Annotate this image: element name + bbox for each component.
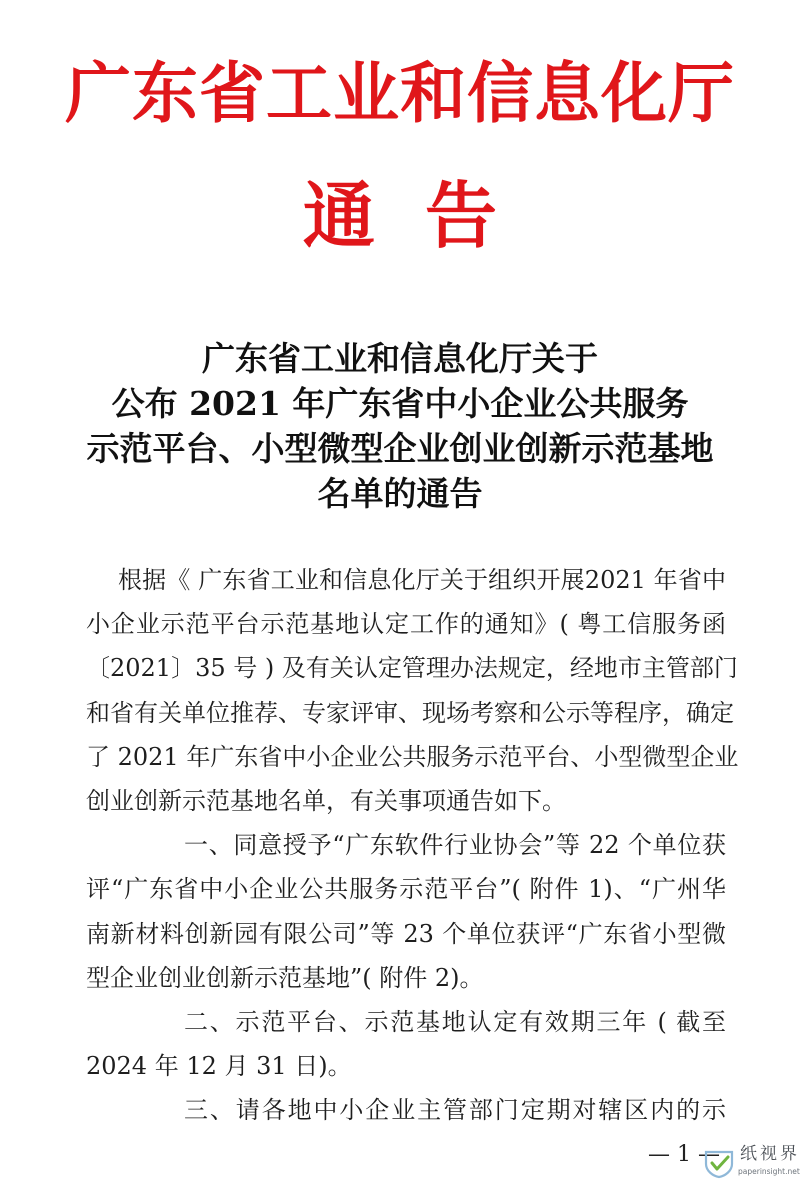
body-line: 〔2021〕35 号 ) 及有关认定管理办法规定，经地市主管部门 xyxy=(86,654,738,683)
body-line: 创业创新示范基地名单，有关事项通告如下。 xyxy=(86,786,566,815)
body-line: 型企业创业创新示范基地”( 附件 2)。 xyxy=(86,963,484,992)
title-line: 名单的通告 xyxy=(317,474,483,513)
page-number: — 1 — xyxy=(648,1142,720,1167)
body-line: 三、请各地中小企业主管部门定期对辖区内的示 xyxy=(184,1096,726,1125)
watermark-brand: 纸视界 xyxy=(740,1144,800,1164)
title-line: 广东省工业和信息化厅关于 xyxy=(202,339,598,378)
body-line: 南新材料创新园有限公司”等 23 个单位获评“广东省小型微 xyxy=(86,919,726,948)
document-title xyxy=(0,336,800,516)
title-line: 公布 2021 年广东省中小企业公共服务 xyxy=(111,384,689,423)
body-line: 2024 年 12 月 31 日)。 xyxy=(86,1052,352,1081)
body-line: 二、示范平台、示范基地认定有效期三年 ( 截至 xyxy=(184,1007,726,1036)
document-type: 通 告 xyxy=(302,174,498,258)
body-line: 小企业示范平台示范基地认定工作的通知》( 粤工信服务函 xyxy=(86,610,726,639)
issuer-name: 广东省工业和信息化厅 xyxy=(65,55,735,132)
body-line: 和省有关单位推荐、专家评审、现场考察和公示等程序，确定 xyxy=(86,698,734,727)
body-line: 一、同意授予“广东软件行业协会”等 22 个单位获 xyxy=(184,831,726,860)
paperinsight-logo-icon xyxy=(702,1147,736,1179)
body-line: 了 2021 年广东省中小企业公共服务示范平台、小型微型企业 xyxy=(86,742,739,771)
document-body xyxy=(86,558,739,1132)
body-line: 根据《 广东省工业和信息化厅关于组织开展2021 年省中 xyxy=(118,566,726,594)
title-line: 示范平台、小型微型企业创业创新示范基地 xyxy=(86,429,714,468)
watermark-url: paperinsight.net xyxy=(738,1167,800,1176)
watermark xyxy=(700,1141,800,1186)
body-line: 评“广东省中小企业公共服务示范平台”( 附件 1)、“广州华 xyxy=(86,875,726,904)
